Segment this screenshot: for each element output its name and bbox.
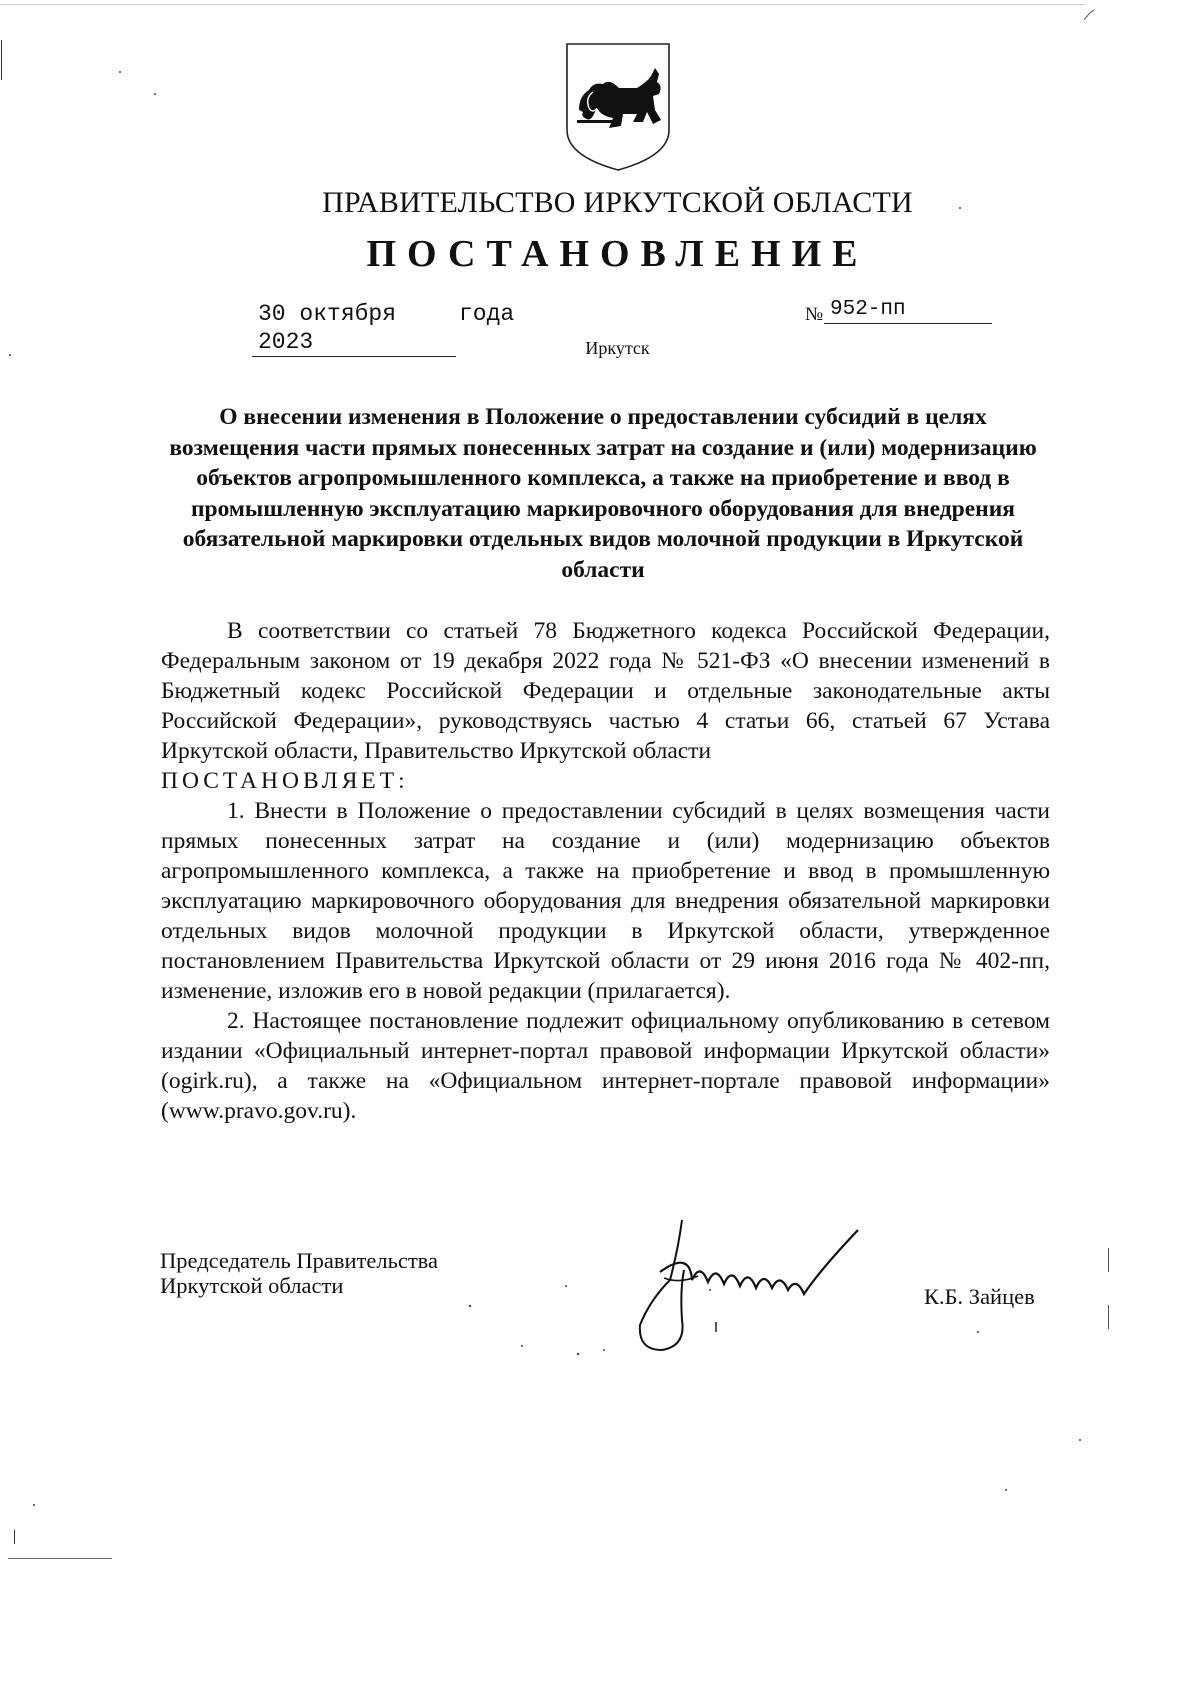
document-number-label: № <box>805 304 824 325</box>
organization-title: ПРАВИТЕЛЬСТВО ИРКУТСКОЙ ОБЛАСТИ <box>322 186 913 219</box>
document-date-suffix: года <box>459 301 515 327</box>
signatory-name: К.Б. Зайцев <box>924 1284 1035 1309</box>
document-date: 30 октября 2023 <box>252 300 456 357</box>
scan-edge <box>0 4 1085 5</box>
signatory-title-line-1: Председатель Правительства <box>160 1248 438 1273</box>
document-number: 952-пп <box>824 297 992 324</box>
signatory-title <box>160 1248 438 1298</box>
handwritten-signature <box>620 1210 880 1360</box>
item-1-paragraph: 1. Внести в Положение о предоставлении субсидий в целях возмещения части прямых понесенных затрат на создание и (или) модернизацию объектов агропромышленного комплекса, а также на приобретение и ввод в промышленную эксплуатацию маркировочного оборудования для внедрения обязательной маркировки отдельных видов молочной продукции в Иркутской области, утвержденное постановлением Правительства Иркутской области от 29 июня 2016 года № 402-пп, изменение, изложив его в новой редакции (прилагается). <box>161 798 1050 1004</box>
document-heading: О внесении изменения в Положение о предоставлении субсидий в целях возмещения части прямых понесенных затрат на создание и (или) модернизацию объектов агропромышленного комплекса, а также на приобретение и ввод в промышленную эксплуатацию маркировочного оборудования для внедрения обязательной маркировки отдельных видов молочной продукции в Иркутской области <box>169 404 1037 583</box>
preamble-paragraph: В соответствии со статьей 78 Бюджетного кодекса Российской Федерации, Федеральным законом от 19 декабря 2022 года № 521-ФЗ «О внесении изменений в Бюджетный кодекс Российской Федерации и отдельные законодательные акты Российской Федерации», руководствуясь частью 4 статьи 66, статьей 67 Устава Иркутской области, Правительство Иркутской области <box>161 618 1050 764</box>
signatory-title-line-2: Иркутской области <box>160 1273 344 1298</box>
item-2-paragraph: 2. Настоящее постановление подлежит официальному опубликованию в сетевом издании «Официальный интернет-портал правовой информации Иркутской области» (ogirk.ru), а также на «Официальном интернет-портале правовой информации» (www.pravo.gov.ru). <box>161 1008 1050 1124</box>
document-type-title: ПОСТАНОВЛЕНИЕ <box>366 233 869 275</box>
document-body <box>161 616 1050 1126</box>
document-city: Иркутск <box>585 338 650 358</box>
decree-word: ПОСТАНОВЛЯЕТ: <box>161 768 409 794</box>
irkutsk-coat-of-arms-icon <box>563 38 673 174</box>
